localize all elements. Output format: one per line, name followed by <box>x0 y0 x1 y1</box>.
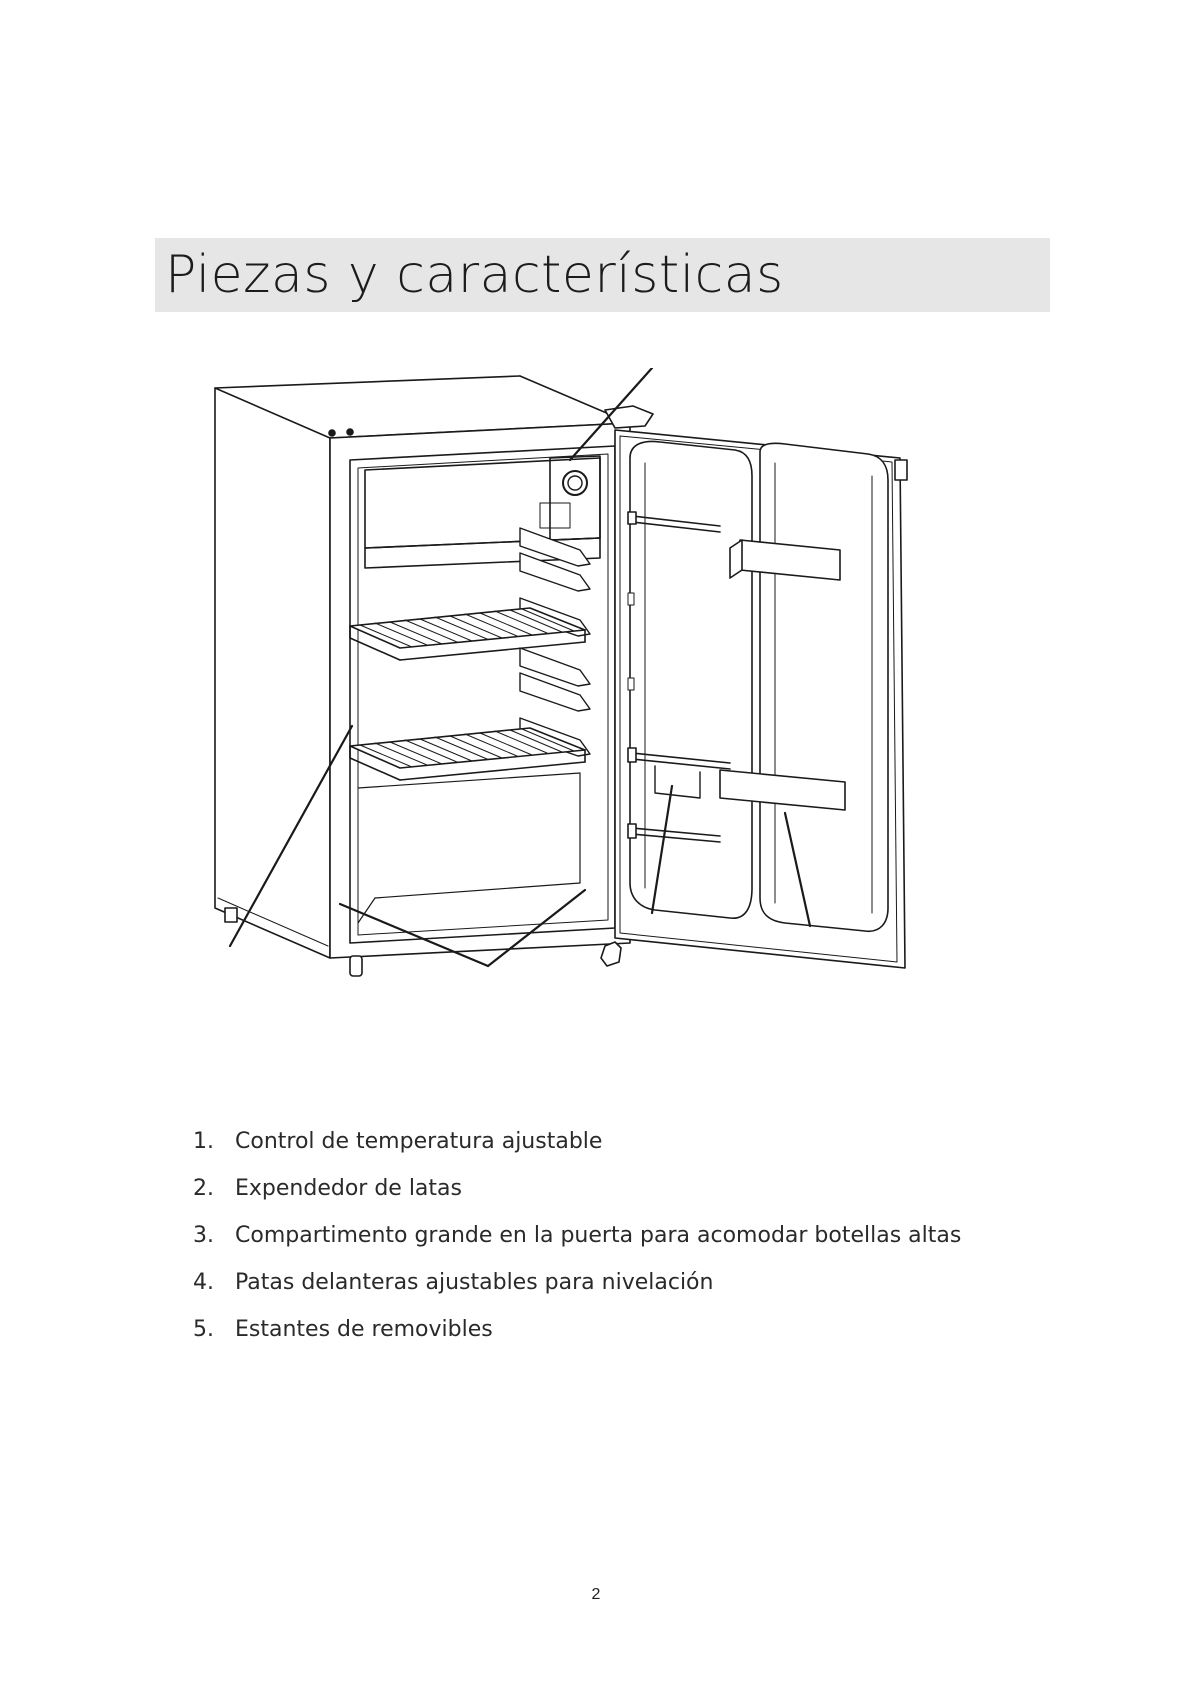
open-door <box>615 430 907 968</box>
list-item <box>193 1122 961 1169</box>
parts-list <box>193 1122 961 1357</box>
list-item-label: Compartimento grande en la puerta para acomodar botellas altas <box>235 1223 962 1248</box>
list-item-number: 5. <box>193 1317 214 1342</box>
list-item-number: 4. <box>193 1270 214 1295</box>
page-title: Piezas y características <box>165 245 784 305</box>
list-item <box>193 1263 961 1310</box>
list-item-number: 3. <box>193 1223 214 1248</box>
list-item <box>193 1216 961 1263</box>
list-item-label: Control de temperatura ajustable <box>235 1129 603 1154</box>
page-number: 2 <box>591 1586 601 1603</box>
list-item-number: 2. <box>193 1176 214 1201</box>
list-item-label: Estantes de removibles <box>235 1317 493 1342</box>
refrigerator-illustration <box>200 368 1020 1048</box>
list-item <box>193 1310 961 1357</box>
list-item <box>193 1169 961 1216</box>
section-title-bar <box>155 238 1050 312</box>
list-item-label: Patas delanteras ajustables para nivelación <box>235 1270 714 1295</box>
list-item-number: 1. <box>193 1129 214 1154</box>
list-item-label: Expendedor de latas <box>235 1176 462 1201</box>
